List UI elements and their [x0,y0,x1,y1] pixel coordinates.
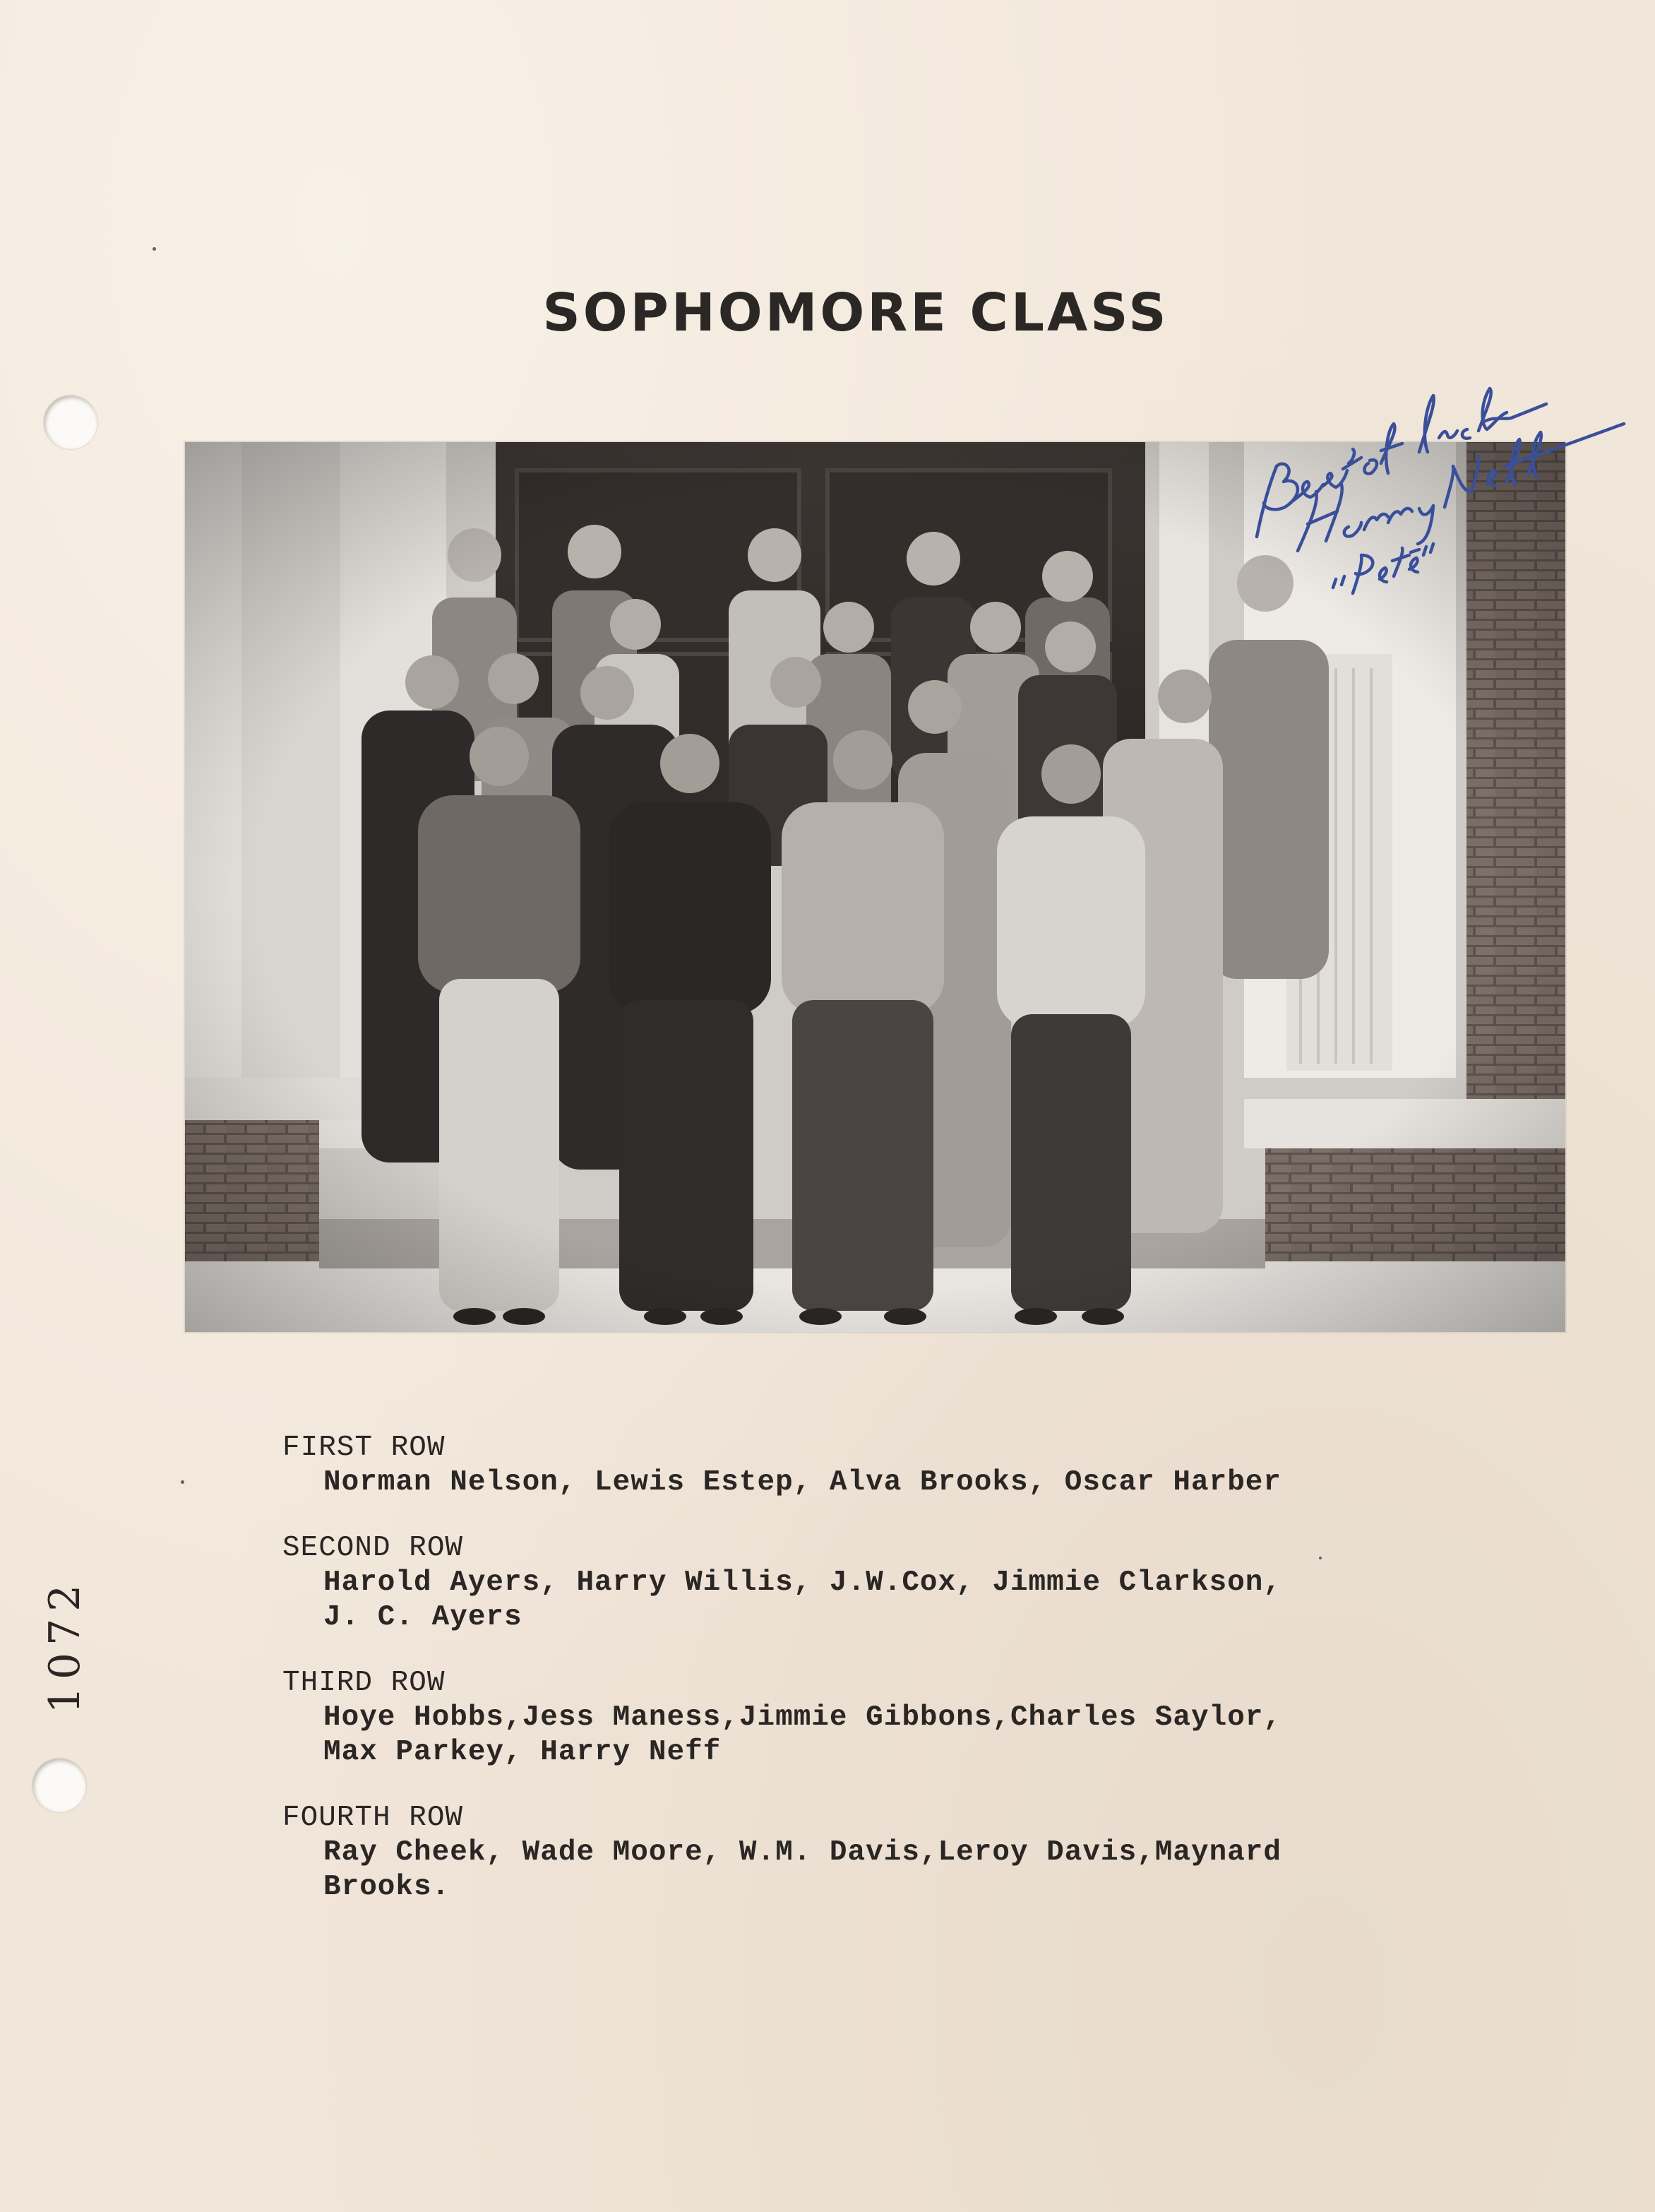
binder-hole-top [44,396,97,449]
binder-hole-bottom [32,1759,86,1812]
caption-names: Ray Cheek, Wade Moore, W.M. Davis,Leroy Davis,Maynard Brooks. [323,1836,1282,1903]
paper-speck [153,247,156,251]
caption-heading: FIRST ROW [282,1432,446,1464]
caption-fourth-row [282,1801,1483,1905]
caption-names: Hoye Hobbs,Jess Maness,Jimmie Gibbons,Charles Saylor, Max Parkey, Harry Neff [323,1701,1282,1768]
page-number-text: 1072 [40,1577,90,1714]
caption-third-row [282,1666,1483,1770]
caption-names: Norman Nelson, Lewis Estep, Alva Brooks, Oscar Harber [323,1466,1282,1499]
caption-names: Harold Ayers, Harry Willis, J.W.Cox, Jimmie Clarkson, J. C. Ayers [323,1566,1282,1634]
caption-heading: SECOND ROW [282,1532,464,1564]
caption-heading: THIRD ROW [282,1667,446,1699]
caption-first-row [282,1431,1483,1500]
caption-second-row [282,1531,1483,1635]
caption-heading: FOURTH ROW [282,1802,464,1834]
paper-speck [1319,1557,1322,1559]
paper-speck [181,1480,184,1484]
handwritten-signature [1243,325,1638,622]
page-title: SOPHOMORE CLASS [542,283,1169,343]
photo-captions [282,1431,1483,1936]
